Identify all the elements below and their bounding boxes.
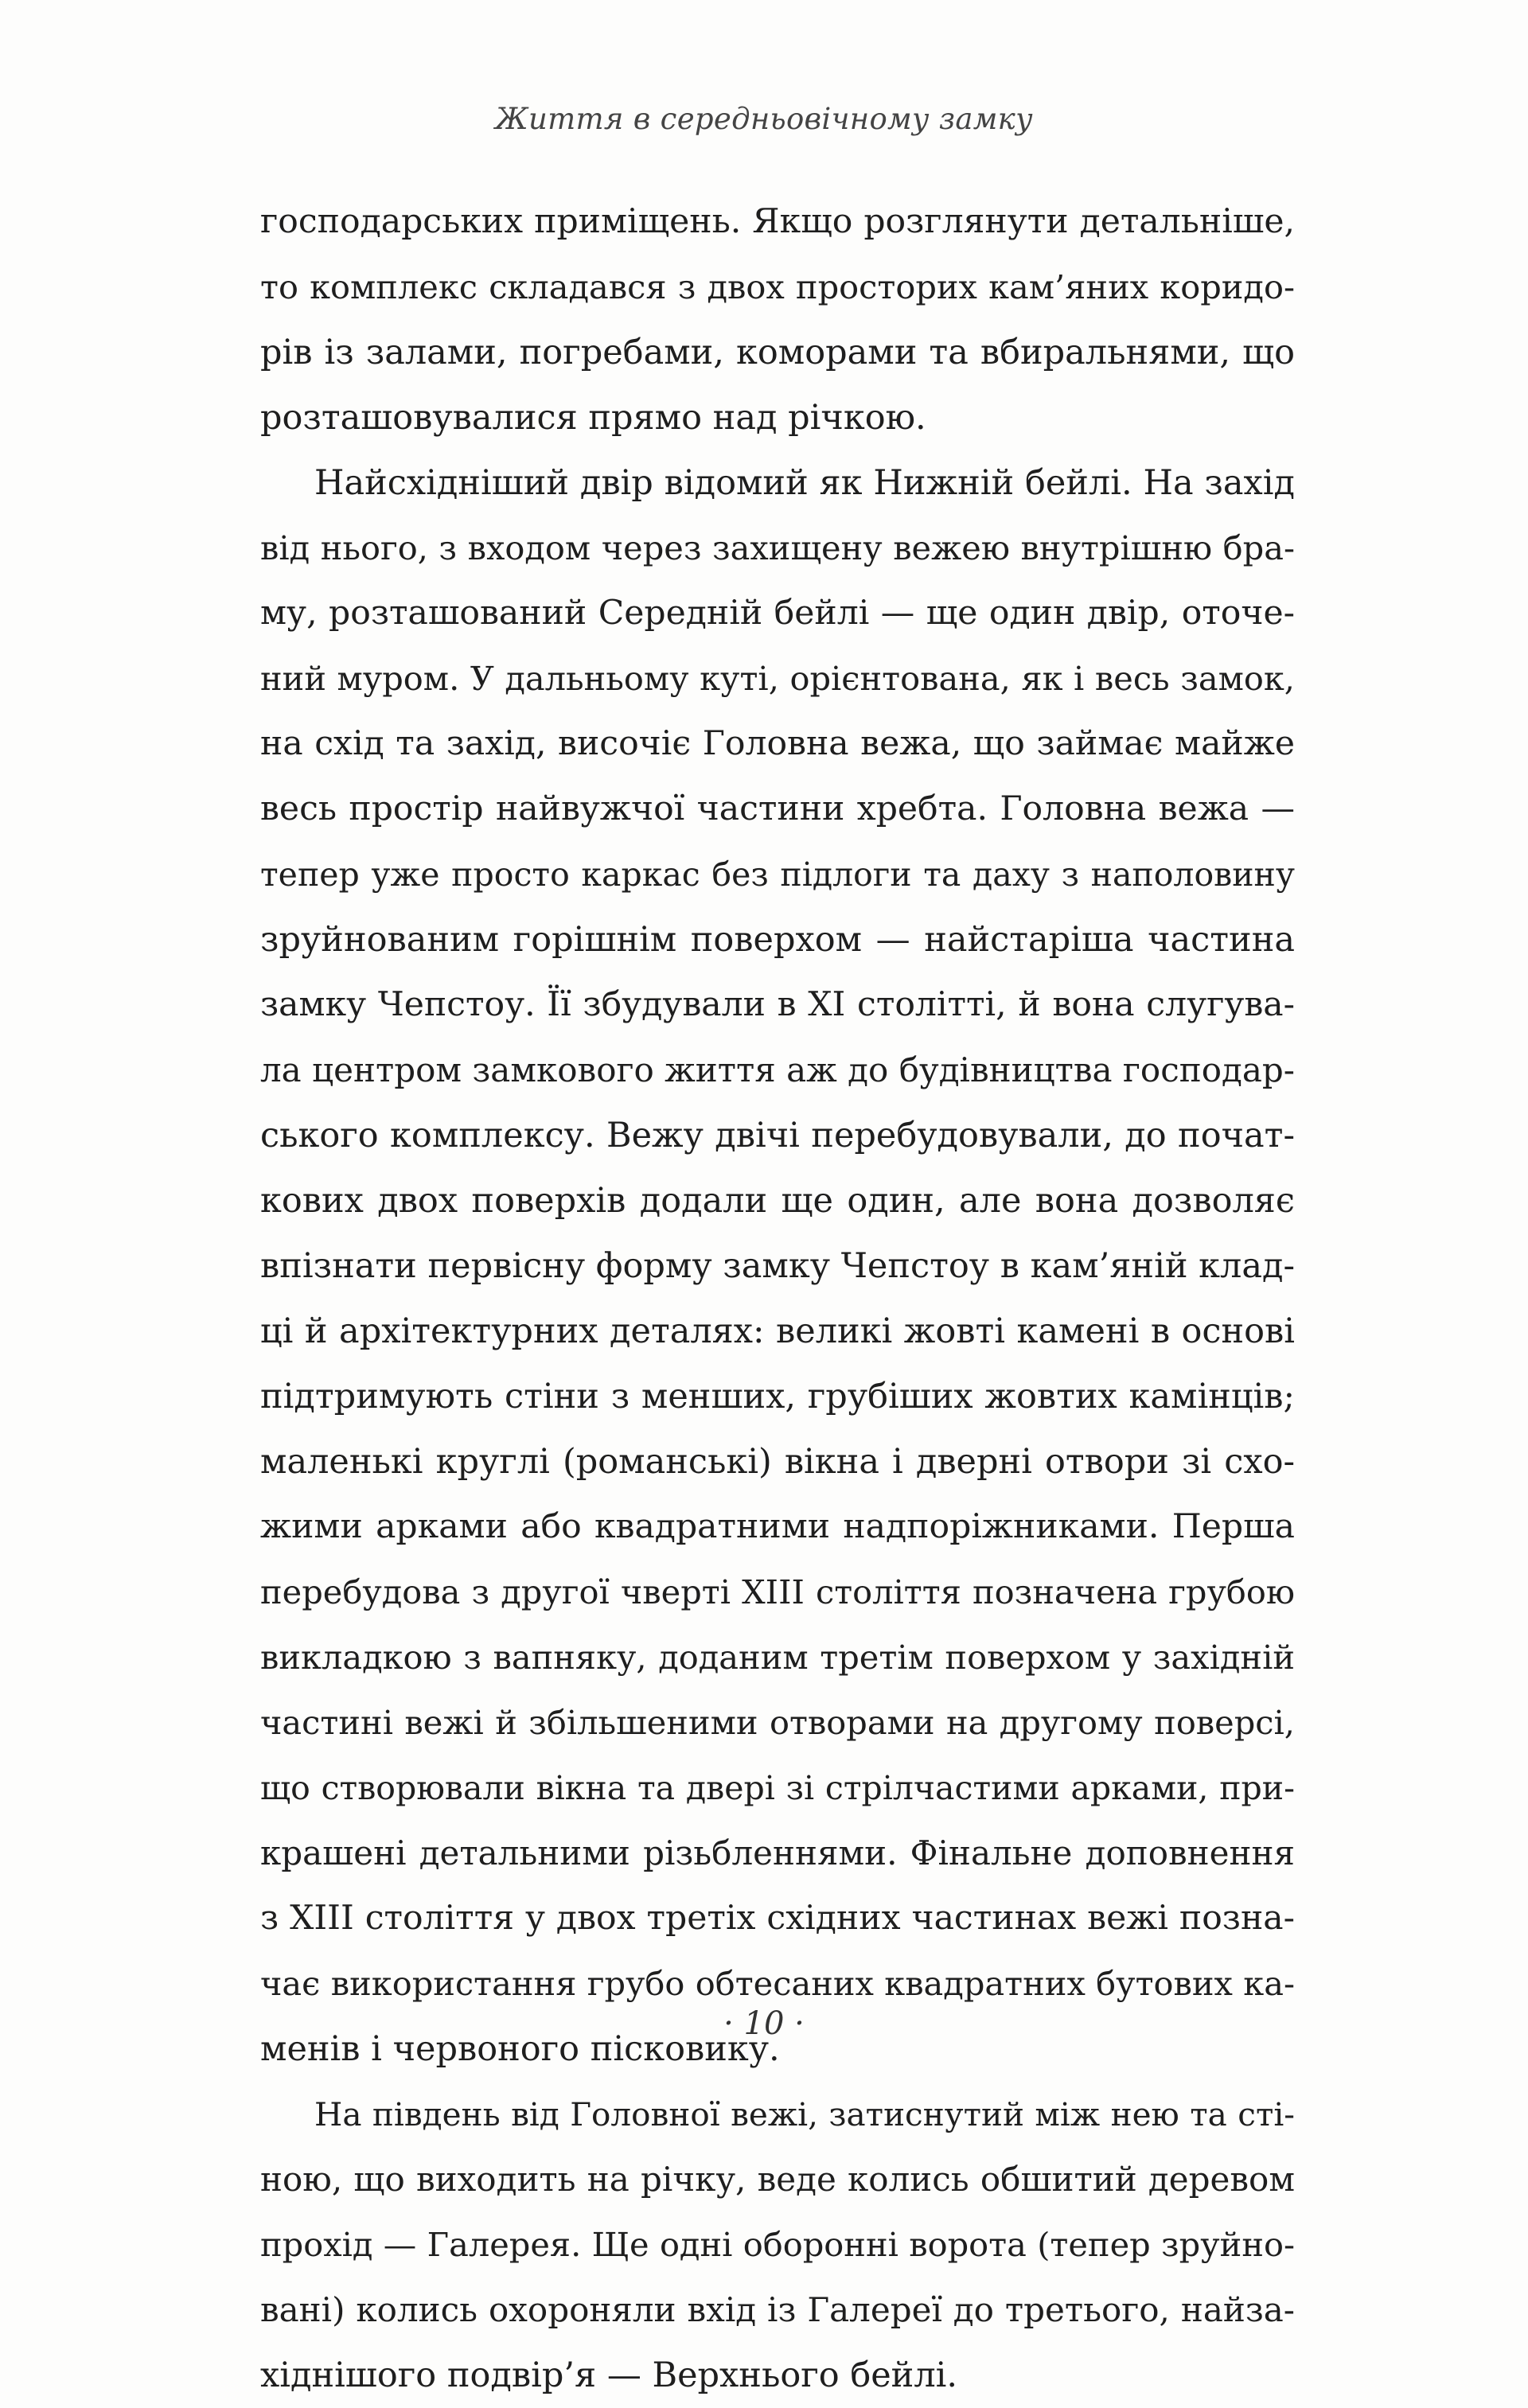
text-line: на схід та захід, височіє Головна вежа, що займає майже (260, 724, 1295, 763)
text-line: тепер уже просто каркас без підлоги та даху з наполовину (260, 855, 1295, 894)
text-line: підтримують стіни з менших, грубіших жовтих камінців; (260, 1377, 1295, 1416)
text-line: маленькі круглі (романські) вікна і дверні отвори зі схо- (260, 1442, 1295, 1482)
page-number: · 10 · (723, 2005, 805, 2042)
text-line: ці й архітектурних деталях: великі жовті камені в основі (260, 1311, 1295, 1351)
text-line: Найсхідніший двір відомий як Нижній бейлі. На захід (314, 463, 1295, 503)
text-line: му, розташований Середній бейлі — ще один двір, оточе- (260, 594, 1295, 633)
paragraph (260, 450, 1295, 2082)
text-line: розташовувалися прямо над річкою. (260, 398, 926, 438)
paragraph (260, 2082, 1295, 2408)
text-line: від нього, з входом через захищену вежею внутрішню бра- (260, 528, 1295, 567)
text-line: ла центром замкового життя аж до будівництва господар- (260, 1050, 1295, 1089)
text-line: жими арками або квадратними надпоріжниками. Перша (260, 1507, 1295, 1546)
text-line: вані) колись охороняли вхід із Галереї до третього, найза- (260, 2290, 1295, 2329)
text-line: кових двох поверхів додали ще один, але вона дозволяє (260, 1181, 1295, 1221)
body-text (260, 189, 1295, 2408)
text-line: ною, що виходить на річку, веде колись обшитий деревом (260, 2160, 1295, 2199)
text-line: замку Чепстоу. Її збудували в XI столітті, й вона слугува- (260, 985, 1295, 1024)
text-line: чає використання грубо обтесаних квадратних бутових ка- (260, 1964, 1295, 2003)
running-header: Життя в середньовічному замку (495, 102, 1033, 136)
text-line: На південь від Головної вежі, затиснутий між нею та сті- (314, 2095, 1295, 2133)
text-line: впізнати первісну форму замку Чепстоу в кам’яній клад- (260, 1246, 1295, 1286)
text-line: то комплекс складався з двох просторих кам’яних коридо- (260, 267, 1295, 306)
text-line: господарських приміщень. Якщо розглянути детальніше, (260, 202, 1295, 241)
text-line: крашені детальними різьбленнями. Фінальне доповнення (260, 1833, 1295, 1872)
text-line: хіднішого подвір’я — Верхнього бейлі. (260, 2355, 958, 2395)
text-line: рів із залами, погребами, коморами та вбиральнями, що (260, 333, 1295, 372)
text-line: зруйнованим горішнім поверхом — найстаріша частина (260, 920, 1295, 960)
text-line: ського комплексу. Вежу двічі перебудовували, до почат- (260, 1116, 1295, 1155)
paragraph (260, 189, 1295, 450)
text-line: ний муром. У дальньому куті, орієнтована, як і весь замок, (260, 659, 1295, 698)
text-line: менів і червоного пісковику. (260, 2029, 780, 2069)
text-line: весь простір найвужчої частини хребта. Головна вежа — (260, 789, 1295, 828)
text-line: що створювали вікна та двері зі стрілчастими арками, при- (260, 1769, 1295, 1807)
text-line: перебудова з другої чверті XIII століття позначена грубою (260, 1572, 1295, 1611)
text-line: з XIII століття у двох третіх східних частинах вежі позна- (260, 1899, 1295, 1938)
text-line: викладкою з вапняку, доданим третім поверхом у західній (260, 1638, 1295, 1677)
text-line: частині вежі й збільшеними отворами на другому поверсі, (260, 1703, 1295, 1742)
text-line: прохід — Галерея. Ще одні оборонні ворота (тепер зруйно- (260, 2225, 1295, 2264)
